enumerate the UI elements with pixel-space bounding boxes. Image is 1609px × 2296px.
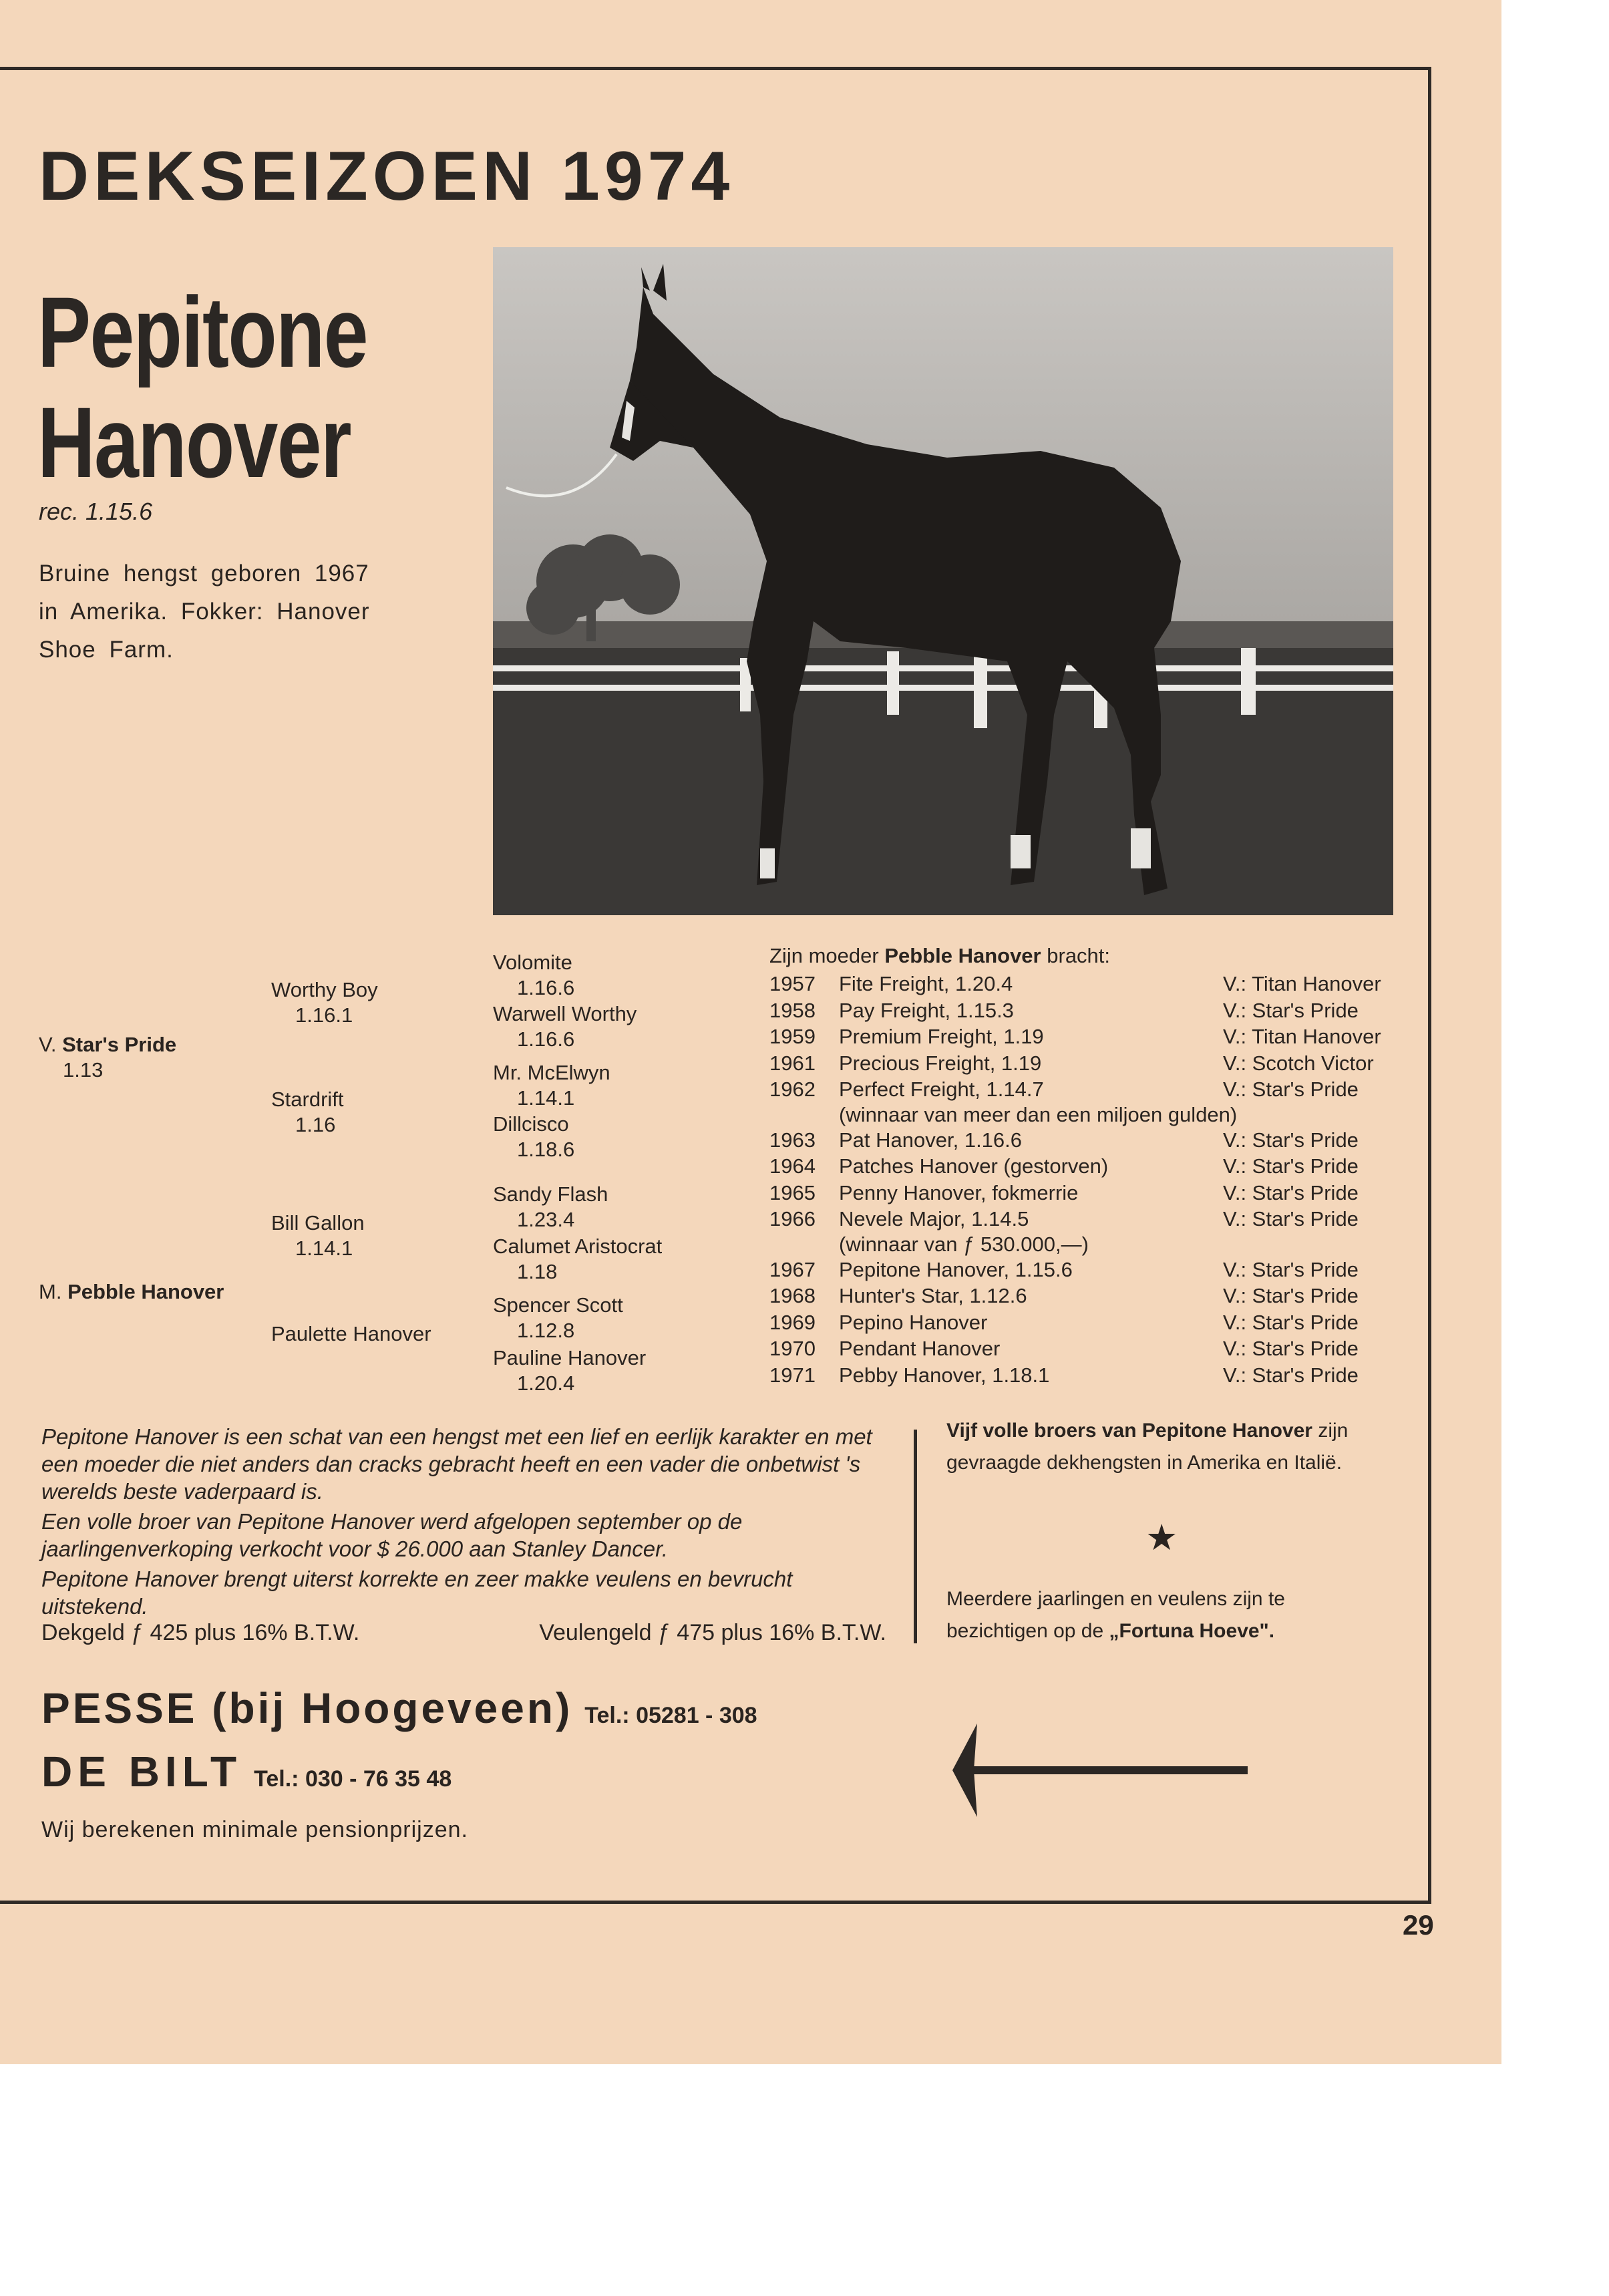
- offspring-row: 1963 Pat Hanover, 1.16.6 V.: Star's Pride: [769, 1128, 1359, 1152]
- paragraph: Een volle broer van Pepitone Hanover werd afgelopen september op de jaarlingenverkoping verkocht voor $ 26.000 aan Stanley Dancer.: [41, 1509, 743, 1561]
- season-heading: DEKSEIZOEN 1974: [39, 138, 735, 215]
- pedigree-gen2-item: Stardrift 1.16: [271, 1088, 344, 1136]
- offspring-row: 1957 Fite Freight, 1.20.4 V.: Titan Hanover: [769, 972, 1381, 995]
- pedigree-gen3-item: Calumet Aristocrat 1.18: [493, 1235, 663, 1283]
- pedigree-gen3-item: Mr. McElwyn 1.14.1: [493, 1061, 610, 1110]
- star-icon: ★: [1145, 1518, 1178, 1558]
- offspring-row: 1968 Hunter's Star, 1.12.6 V.: Star's Pride: [769, 1284, 1359, 1307]
- offspring-heading: Zijn moeder Pebble Hanover bracht:: [769, 944, 1111, 967]
- pedigree-gen2-item: Bill Gallon 1.14.1: [271, 1211, 365, 1260]
- offspring-list: [769, 944, 1411, 1388]
- stud-fee: Dekgeld ƒ 425 plus 16% B.T.W.: [41, 1620, 360, 1645]
- pedigree-gen3-item: Dillcisco 1.18.6: [493, 1112, 575, 1161]
- horse-description: Bruine hengst geboren 1967 in Amerika. Fokker: Hanover Shoe Farm.: [39, 560, 370, 663]
- pedigree-gen3-item: Sandy Flash 1.23.4: [493, 1182, 608, 1231]
- pension-note: Wij berekenen minimale pensionprijzen.: [41, 1817, 468, 1842]
- fees-line: [41, 1620, 886, 1646]
- pedigree-dam: M. Pebble Hanover: [39, 1280, 224, 1303]
- offspring-row: 1959 Premium Freight, 1.19 V.: Titan Hanover: [769, 1025, 1381, 1048]
- pedigree-gen3-item: Pauline Hanover 1.20.4: [493, 1346, 647, 1395]
- horse-name: [37, 277, 367, 498]
- offspring-row: 1962 Perfect Freight, 1.14.7 V.: Star's Pride: [769, 1078, 1359, 1101]
- offspring-row: 1971 Pebby Hanover, 1.18.1 V.: Star's Pride: [769, 1363, 1359, 1387]
- paragraph: Pepitone Hanover brengt uiterst korrekte en zeer makke veulens en bevrucht uitstekend.: [41, 1567, 793, 1619]
- race-record: rec. 1.15.6: [39, 498, 153, 525]
- offspring-note: (winnaar van meer dan een miljoen gulden): [839, 1102, 1238, 1126]
- horse-photo: [493, 247, 1393, 915]
- offspring-row: 1964 Patches Hanover (gestorven) V.: Star's Pride: [769, 1154, 1359, 1178]
- ad-body-text: [41, 1423, 886, 1623]
- pedigree-sire: V. Star's Pride 1.13: [39, 1033, 177, 1082]
- pedigree-gen2-item: Worthy Boy 1.16.1: [271, 978, 378, 1027]
- offspring-row: 1965 Penny Hanover, fokmerrie V.: Star's Pride: [769, 1180, 1359, 1204]
- yearlings-note: Meerdere jaarlingen en veulens zijn te bezichtigen op de „Fortuna Hoeve".: [946, 1588, 1285, 1642]
- offspring-row: 1967 Pepitone Hanover, 1.15.6 V.: Star's Pride: [769, 1257, 1359, 1281]
- arrow-left-icon: [947, 1717, 1254, 1824]
- offspring-note: (winnaar van ƒ 530.000,—): [839, 1232, 1089, 1256]
- offspring-row: 1966 Nevele Major, 1.14.5 V.: Star's Pride: [769, 1207, 1359, 1231]
- horse-name-line1: Pepitone: [37, 276, 367, 388]
- offspring-row: 1969 Pepino Hanover V.: Star's Pride: [769, 1310, 1359, 1334]
- page-number: 29: [1403, 1909, 1434, 1941]
- paragraph: Pepitone Hanover is een schat van een hengst met een lief en eerlijk karakter en met een moeder die niet anders dan cracks gebracht heeft en een vader die onbetwist 's werelds beste vaderpaard is.: [41, 1424, 872, 1504]
- foal-fee: Veulengeld ƒ 475 plus 16% B.T.W.: [539, 1620, 886, 1645]
- offspring-row: 1970 Pendant Hanover V.: Star's Pride: [769, 1337, 1359, 1360]
- pedigree-gen3-item: Volomite 1.16.6: [493, 951, 575, 999]
- offspring-row: 1961 Precious Freight, 1.19 V.: Scotch Victor: [769, 1051, 1374, 1075]
- horse-name-line2: Hanover: [37, 386, 351, 498]
- location-pesse: PESSE (bij Hoogeveen) Tel.: 05281 - 308: [41, 1684, 757, 1732]
- pedigree-gen3-item: Spencer Scott 1.12.8: [493, 1293, 623, 1342]
- location-de-bilt: DE BILT Tel.: 030 - 76 35 48: [41, 1748, 452, 1796]
- pedigree-gen2-item: Paulette Hanover: [271, 1322, 431, 1345]
- brothers-note: Vijf volle broers van Pepitone Hanover zijn gevraagde dekhengsten in Amerika en Italië.: [946, 1420, 1349, 1474]
- offspring-row: 1958 Pay Freight, 1.15.3 V.: Star's Pride: [769, 998, 1359, 1022]
- divider: [914, 1430, 917, 1643]
- pedigree-gen3-item: Warwell Worthy 1.16.6: [493, 1002, 637, 1051]
